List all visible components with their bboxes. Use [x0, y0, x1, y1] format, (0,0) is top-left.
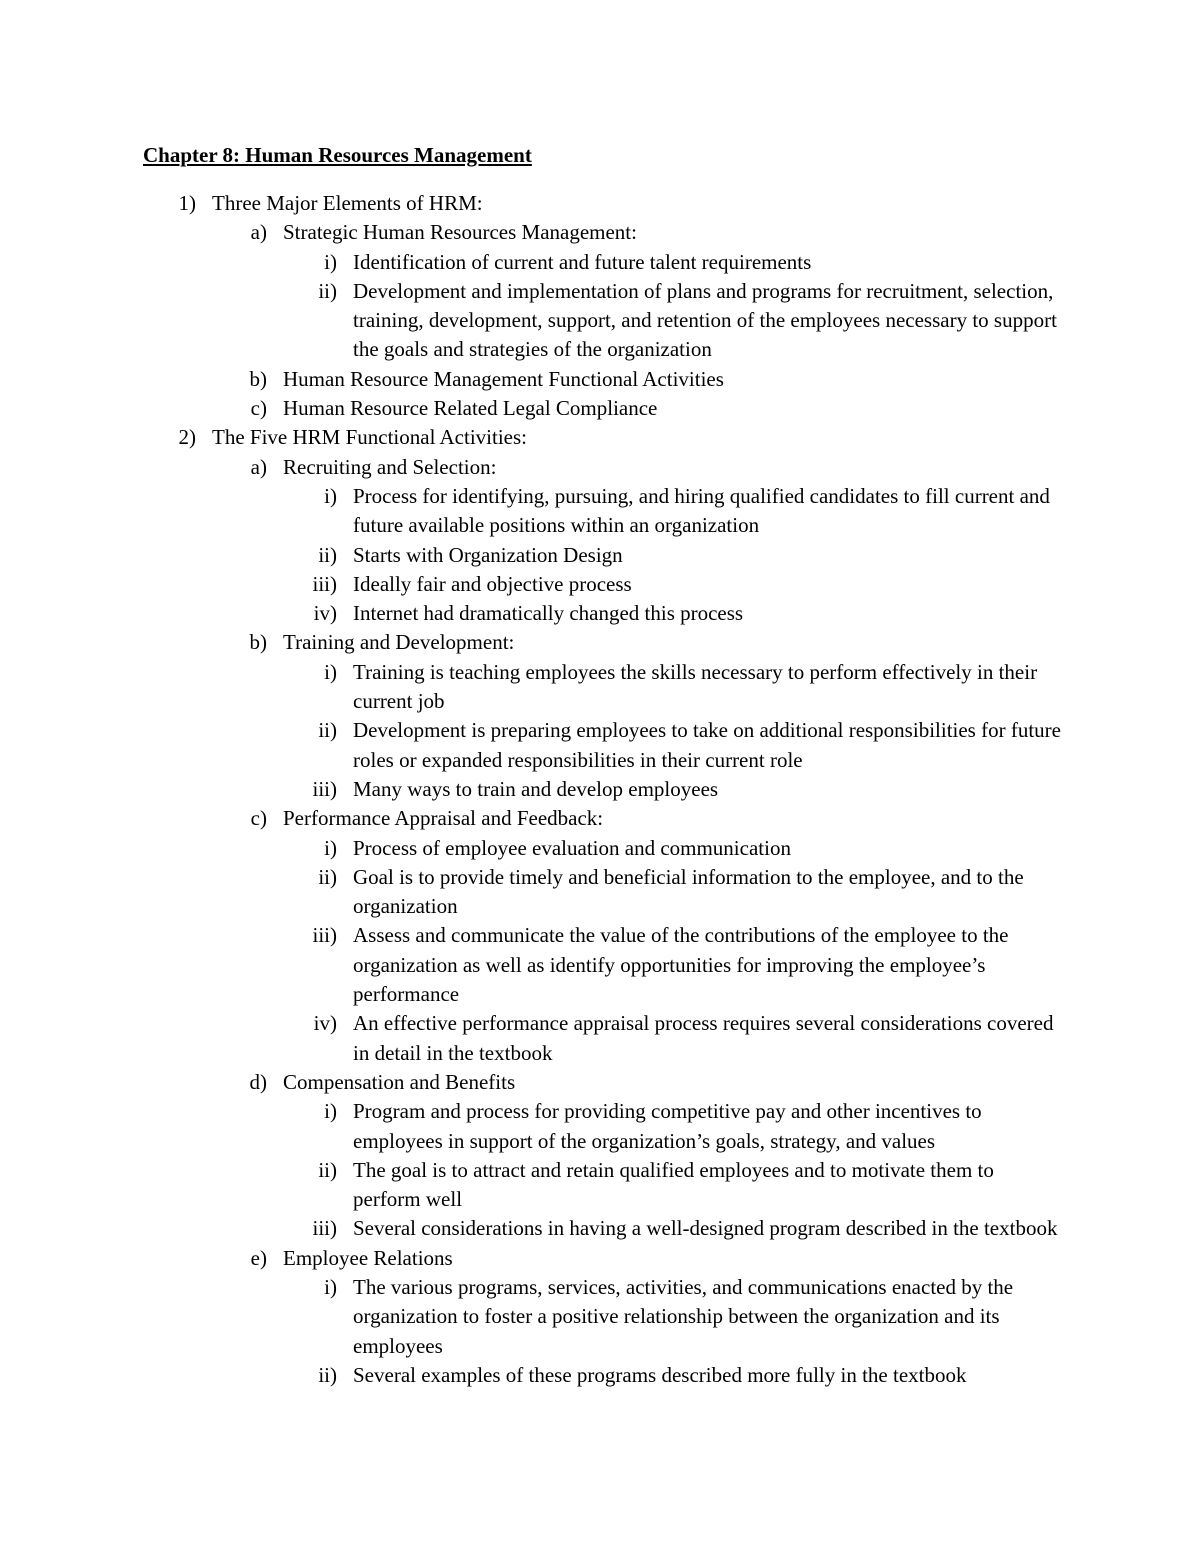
outline-text: Starts with Organization Design — [353, 542, 623, 567]
outline-item — [0, 1009, 1200, 1068]
outline-text: Development and implementation of plans and programs for recruitment, selection, training, development, support, and retention of the employees necessary to support the goals and strategies of the organization — [353, 278, 1057, 362]
outline-text: An effective performance appraisal process requires several considerations covered in detail in the textbook — [353, 1011, 1054, 1065]
outline-marker: iii) — [312, 1216, 337, 1241]
outline-item — [0, 394, 1200, 423]
outline-marker: a) — [250, 220, 267, 245]
outline-text: Many ways to train and develop employees — [353, 776, 719, 801]
outline-item — [0, 218, 1200, 247]
outline-marker: 2) — [178, 425, 196, 450]
outline-marker: iii) — [312, 571, 337, 596]
outline-text: Three Major Elements of HRM: — [212, 191, 483, 215]
outline-marker: iv) — [313, 1011, 337, 1036]
outline-item — [0, 1068, 1200, 1097]
outline-item — [0, 365, 1200, 394]
outline-marker: iii) — [312, 923, 337, 948]
outline-item — [0, 834, 1200, 863]
outline-marker: c) — [250, 806, 267, 831]
outline-text: Strategic Human Resources Management: — [283, 220, 637, 245]
outline-item — [0, 248, 1200, 277]
outline-marker: ii) — [318, 542, 337, 567]
outline-item — [0, 1156, 1200, 1215]
outline-marker: i) — [324, 1099, 337, 1124]
outline-item — [0, 599, 1200, 628]
outline-marker: i) — [324, 483, 337, 508]
outline-item — [0, 423, 1200, 452]
outline-marker: ii) — [318, 1362, 337, 1387]
outline-text: Compensation and Benefits — [283, 1069, 516, 1094]
outline-item — [0, 453, 1200, 482]
outline-marker: i) — [324, 659, 337, 684]
outline-text: Development is preparing employees to take on additional responsibilities for future roles or expanded responsibilities in their current role — [353, 718, 1061, 772]
outline-item — [0, 921, 1200, 1009]
outline-marker: e) — [250, 1245, 267, 1270]
outline-marker: 1) — [178, 191, 196, 215]
document-title: Chapter 8: Human Resources Management — [143, 143, 532, 167]
outline-item — [0, 570, 1200, 599]
outline-marker: ii) — [318, 864, 337, 889]
outline-text: Internet had dramatically changed this process — [353, 601, 744, 626]
outline-text: Training is teaching employees the skills necessary to perform effectively in their current job — [353, 659, 1038, 714]
outline-marker: iv) — [313, 601, 337, 626]
outline-text: Process of employee evaluation and communication — [353, 835, 791, 860]
outline-text: Recruiting and Selection: — [283, 454, 497, 479]
outline-marker: b) — [249, 630, 267, 655]
outline-item — [0, 277, 1200, 365]
outline-marker: i) — [324, 835, 337, 860]
outline-text: Several examples of these programs described more fully in the textbook — [353, 1362, 967, 1387]
outline-marker: i) — [324, 1274, 337, 1299]
outline-text: Identification of current and future talent requirements — [353, 249, 812, 274]
outline-item — [0, 1097, 1200, 1156]
outline-text: Several considerations in having a well-designed program described in the textbook — [353, 1216, 1058, 1241]
outline-item — [0, 541, 1200, 570]
outline-list — [0, 189, 1200, 1390]
outline-marker: b) — [249, 366, 267, 391]
outline-marker: ii) — [318, 278, 337, 303]
outline-text: Assess and communicate the value of the contributions of the employee to the organization as well as identify opportunities for improving the employee’s performance — [353, 923, 1009, 1007]
outline-marker: iii) — [312, 776, 337, 801]
outline-item — [0, 482, 1200, 541]
outline-text: The Five HRM Functional Activities: — [212, 425, 527, 450]
outline-marker: a) — [250, 454, 267, 479]
outline-text: The goal is to attract and retain qualified employees and to motivate them to perform well — [353, 1157, 994, 1212]
outline-text: Employee Relations — [283, 1245, 453, 1270]
outline-item — [0, 863, 1200, 922]
outline-text: Process for identifying, pursuing, and hiring qualified candidates to fill current and future available positions within an organization — [353, 483, 1050, 538]
outline-item — [0, 775, 1200, 804]
outline-text: Performance Appraisal and Feedback: — [283, 806, 604, 831]
outline-item — [0, 1214, 1200, 1243]
outline-text: Goal is to provide timely and beneficial information to the employee, and to the organization — [353, 864, 1024, 919]
outline-item — [0, 1273, 1200, 1361]
outline-marker: i) — [324, 249, 337, 274]
outline-item — [0, 658, 1200, 717]
outline-text: The various programs, services, activities, and communications enacted by the organization to foster a positive relationship between the organization and its employees — [353, 1274, 1014, 1358]
outline-text: Training and Development: — [283, 630, 515, 655]
outline-item — [0, 1361, 1200, 1390]
outline-text: Human Resource Related Legal Compliance — [283, 396, 658, 421]
outline-text: Ideally fair and objective process — [353, 571, 632, 596]
outline-marker: d) — [249, 1069, 267, 1094]
outline-marker: c) — [250, 396, 267, 421]
outline-marker: ii) — [318, 1157, 337, 1182]
outline-item — [0, 804, 1200, 833]
outline-marker: ii) — [318, 718, 337, 743]
outline-text: Human Resource Management Functional Activities — [283, 366, 724, 391]
outline-item — [0, 189, 1200, 218]
outline-item — [0, 1244, 1200, 1273]
outline-item — [0, 716, 1200, 775]
outline-item — [0, 628, 1200, 657]
outline-text: Program and process for providing competitive pay and other incentives to employees in support of the organization’s goals, strategy, and values — [353, 1099, 982, 1153]
